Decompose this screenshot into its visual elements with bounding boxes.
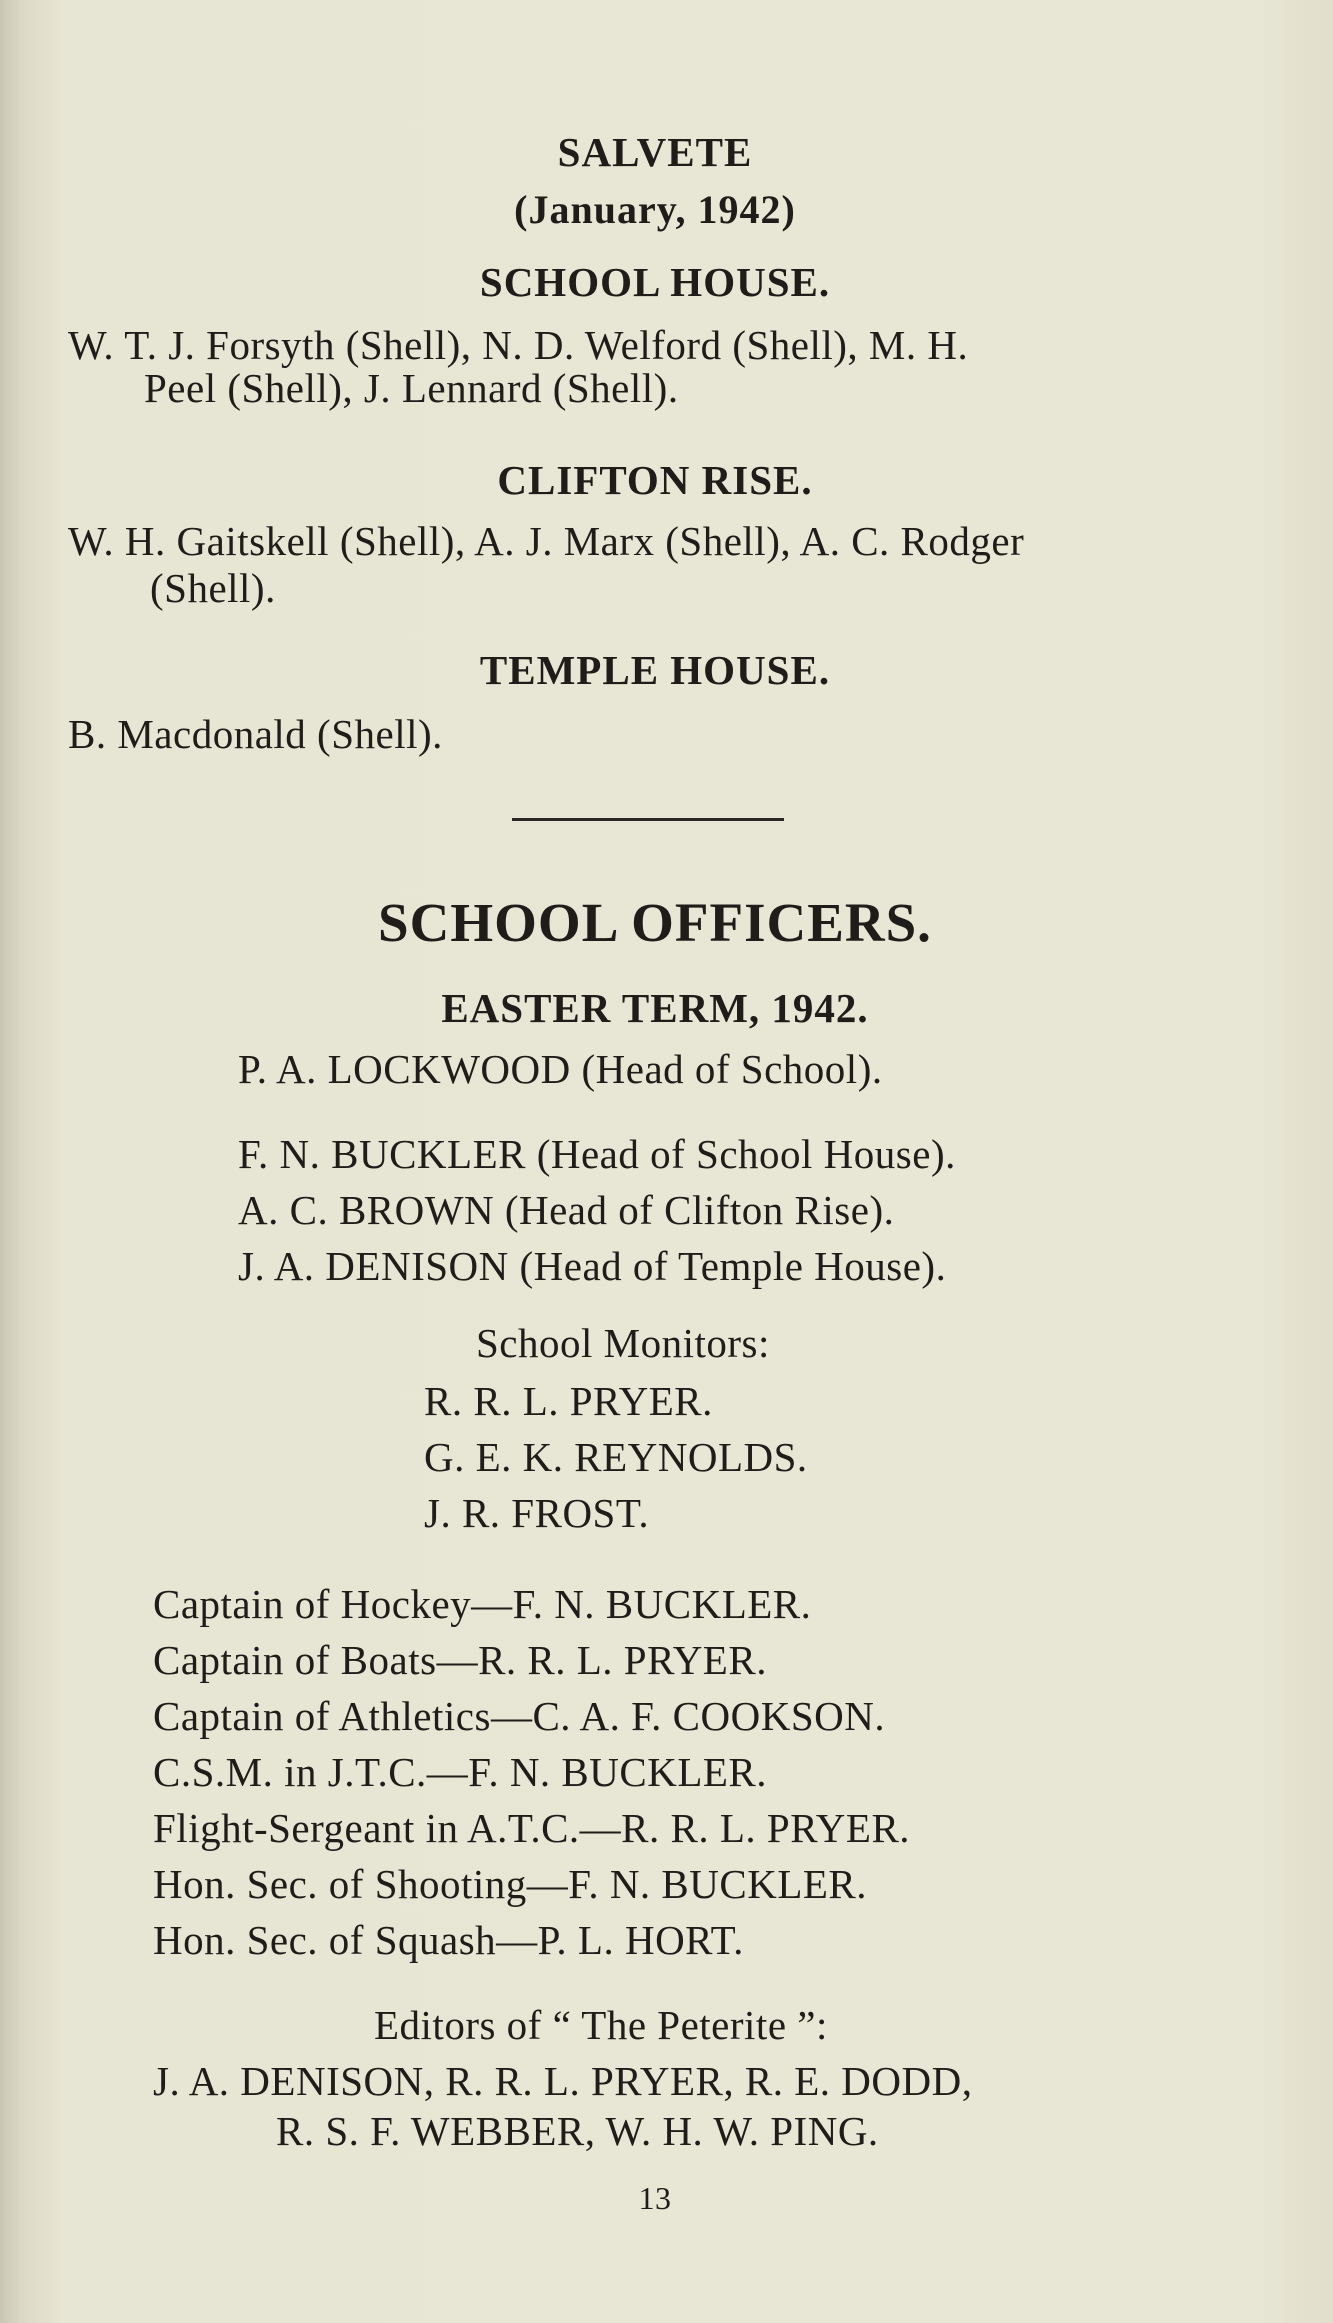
monitor-entry: R. R. L. PRYER. bbox=[424, 1378, 713, 1424]
clifton-rise-entries-line-2: (Shell). bbox=[150, 565, 276, 611]
captain-entry: Captain of Athletics—C. A. F. COOKSON. bbox=[153, 1693, 886, 1739]
school-house-entries-line-1: W. T. J. Forsyth (Shell), N. D. Welford (Shell), M. H. bbox=[68, 322, 969, 368]
temple-house-entries-line-1: B. Macdonald (Shell). bbox=[68, 711, 443, 757]
salvete-title: SALVETE bbox=[557, 129, 753, 175]
head-of-school: P. A. LOCKWOOD (Head of School). bbox=[238, 1046, 883, 1092]
monitors-label: School Monitors: bbox=[476, 1320, 770, 1366]
captain-entry: Captain of Hockey—F. N. BUCKLER. bbox=[153, 1581, 812, 1627]
section-divider bbox=[512, 818, 784, 821]
editors-line: J. A. DENISON, R. R. L. PRYER, R. E. DODD, bbox=[153, 2058, 973, 2104]
school-house-entries-line-2: Peel (Shell), J. Lennard (Shell). bbox=[144, 365, 679, 411]
house-heading-temple-house: TEMPLE HOUSE. bbox=[479, 647, 831, 693]
monitor-entry: J. R. FROST. bbox=[424, 1490, 650, 1536]
captain-entry: Flight-Sergeant in A.T.C.—R. R. L. PRYER. bbox=[153, 1805, 911, 1851]
salvete-date: (January, 1942) bbox=[514, 187, 796, 232]
captain-entry: C.S.M. in J.T.C.—F. N. BUCKLER. bbox=[153, 1749, 768, 1795]
clifton-rise-entries-line-1: W. H. Gaitskell (Shell), A. J. Marx (Shell), A. C. Rodger bbox=[68, 518, 1025, 564]
house-heading-school-house: SCHOOL HOUSE. bbox=[479, 259, 831, 305]
officers-title: SCHOOL OFFICERS. bbox=[378, 892, 932, 953]
captain-entry: Hon. Sec. of Shooting—F. N. BUCKLER. bbox=[153, 1861, 868, 1907]
page-number: 13 bbox=[638, 2180, 672, 2216]
house-head-temple-house: J. A. DENISON (Head of Temple House). bbox=[238, 1243, 947, 1289]
captain-entry: Hon. Sec. of Squash—P. L. HORT. bbox=[153, 1917, 744, 1963]
editors-label: Editors of “ The Peterite ”: bbox=[374, 2002, 828, 2048]
house-heading-clifton-rise: CLIFTON RISE. bbox=[497, 457, 813, 503]
editors-line: R. S. F. WEBBER, W. H. W. PING. bbox=[276, 2108, 879, 2154]
captain-entry: Captain of Boats—R. R. L. PRYER. bbox=[153, 1637, 767, 1683]
monitor-entry: G. E. K. REYNOLDS. bbox=[424, 1434, 808, 1480]
house-head-school-house: F. N. BUCKLER (Head of School House). bbox=[238, 1131, 956, 1177]
house-head-clifton-rise: A. C. BROWN (Head of Clifton Rise). bbox=[238, 1187, 895, 1233]
officers-term: EASTER TERM, 1942. bbox=[441, 985, 869, 1031]
